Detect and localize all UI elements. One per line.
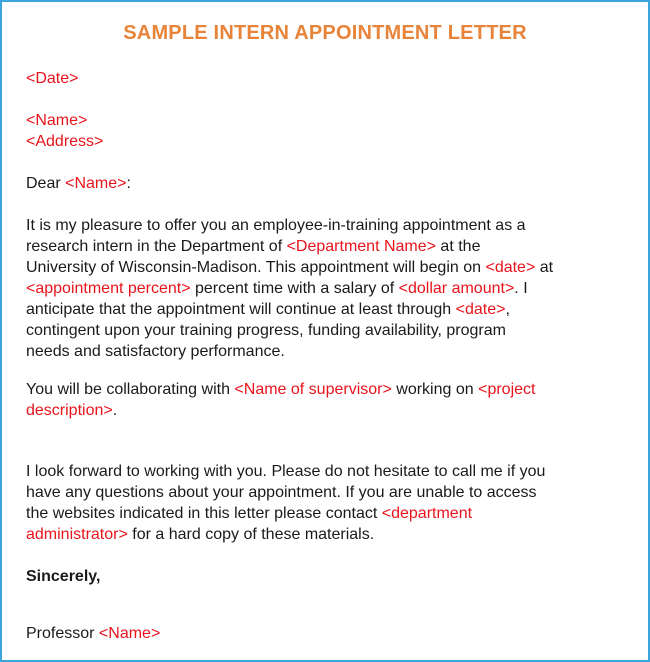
signature-prefix: Professor [26,625,99,642]
appointment-percent-placeholder: <appointment percent> [26,280,191,297]
salutation-prefix: Dear [26,175,66,192]
recipient-name-placeholder: <Name> [26,112,88,129]
recipient-block [26,110,630,152]
paragraph-supervisor-text: . [112,402,118,419]
closing-sincerely [26,566,630,587]
signature [26,623,630,644]
closing-text: Sincerely, [26,568,101,585]
paragraph-offer-text: at the [435,238,481,255]
recipient-address-placeholder: <Address> [26,133,104,150]
end-date-placeholder: <date> [455,301,506,318]
paragraph-offer-text: at [535,259,554,276]
paragraph-offer-text: percent time with a salary of [190,280,399,297]
project-description-placeholder: description> [26,402,113,419]
paragraph-offer-text: University of Wisconsin-Madison. This appointment will begin on [26,259,486,276]
salutation-name-placeholder: <Name> [65,175,127,192]
paragraph-closing-text: for a hard copy of these materials. [127,526,375,543]
salutation [26,173,630,194]
salutation-suffix: : [126,175,131,192]
paragraph-offer [26,215,630,362]
paragraph-offer-text: . I [514,280,528,297]
paragraph-closing [26,461,630,545]
signature-name-placeholder: <Name> [98,625,161,642]
project-description-placeholder: <project [478,381,536,398]
paragraph-offer-text: , [505,301,510,318]
paragraph-supervisor-text: working on [391,381,479,398]
paragraph-offer-line-6: contingent upon your training progress, funding availability, program [26,322,506,339]
paragraph-closing-line-2: have any questions about your appointment. If you are unable to access [26,484,537,501]
department-administrator-placeholder: administrator> [26,526,128,543]
supervisor-name-placeholder: <Name of supervisor> [234,381,392,398]
letter-title: SAMPLE INTERN APPOINTMENT LETTER [123,22,527,44]
paragraph-offer-text: research intern in the Department of [26,238,287,255]
paragraph-supervisor [26,379,630,421]
start-date-placeholder: <date> [485,259,536,276]
date-placeholder: <Date> [26,70,79,87]
department-administrator-placeholder: <department [381,505,473,522]
date-field [26,68,630,89]
paragraph-closing-text: the websites indicated in this letter please contact [26,505,382,522]
paragraph-supervisor-text: You will be collaborating with [26,381,235,398]
paragraph-offer-line-1: It is my pleasure to offer you an employee-in-training appointment as a [26,217,526,234]
dollar-amount-placeholder: <dollar amount> [398,280,515,297]
department-name-placeholder: <Department Name> [286,238,436,255]
paragraph-closing-line-1: I look forward to working with you. Please do not hesitate to call me if you [26,463,546,480]
paragraph-offer-text: anticipate that the appointment will continue at least through [26,301,456,318]
paragraph-offer-line-7: needs and satisfactory performance. [26,343,285,360]
